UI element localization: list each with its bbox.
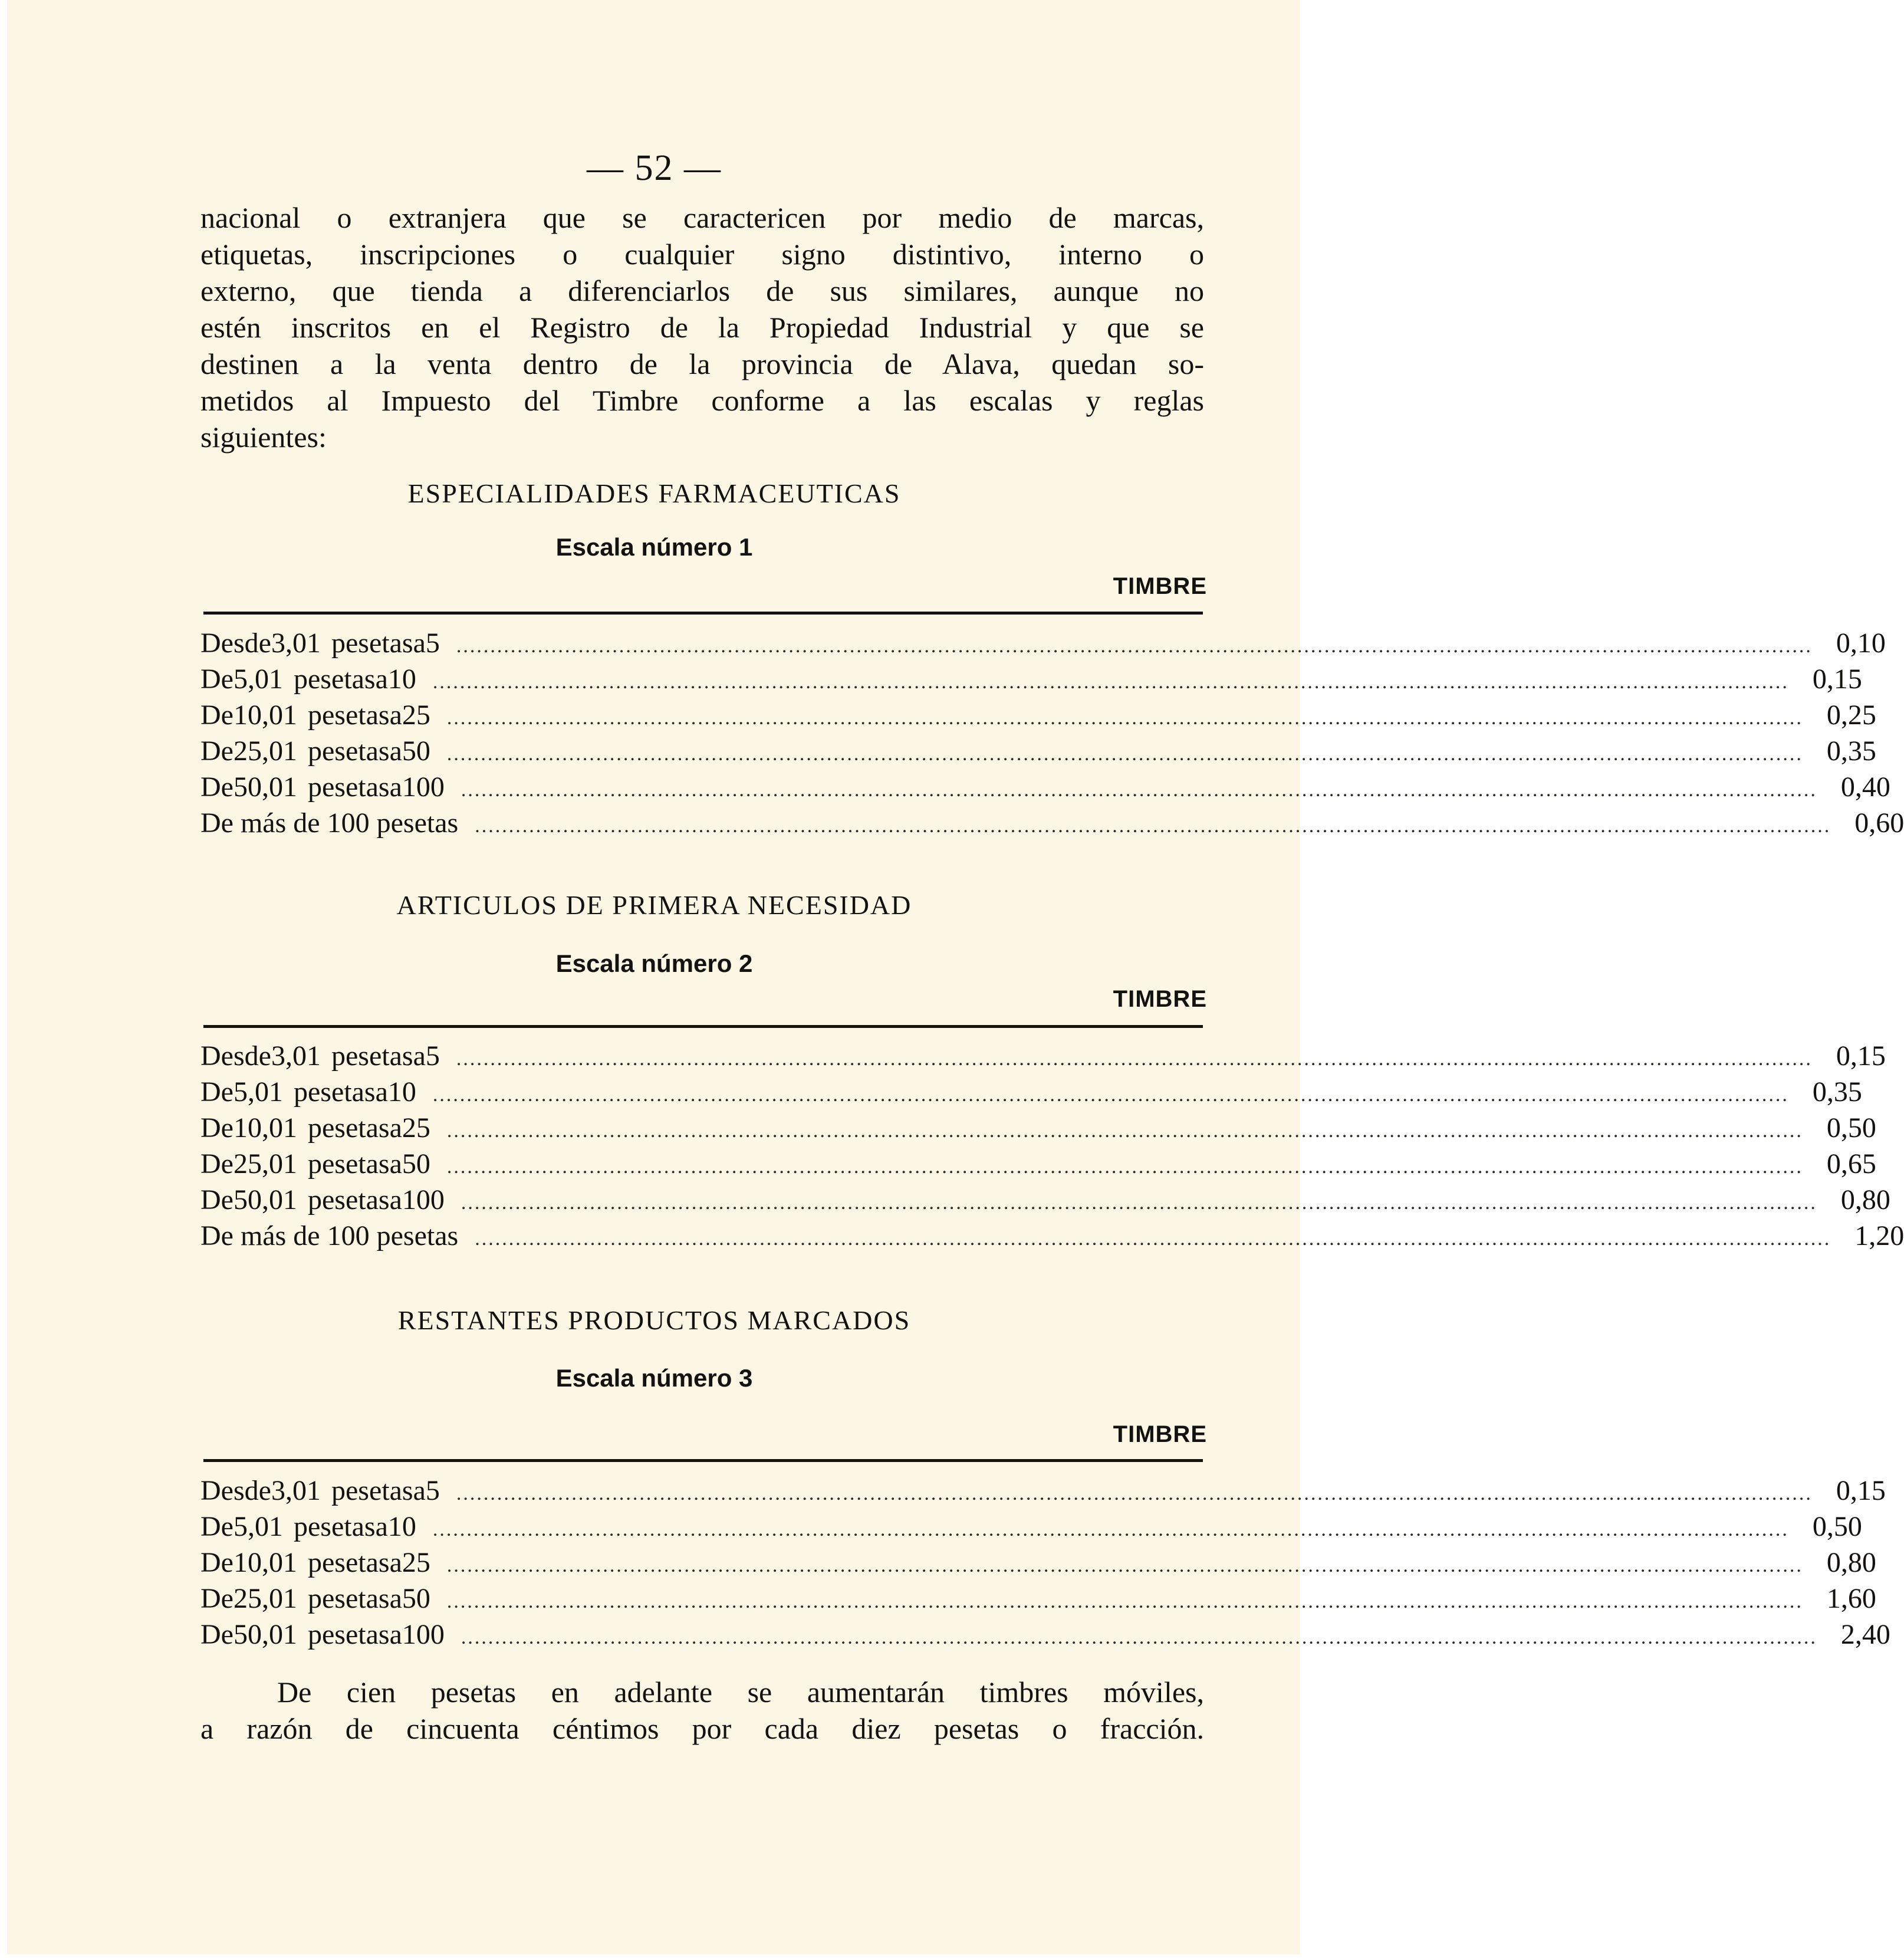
range-prefix: De xyxy=(200,1184,234,1215)
stamp-value: 0,25 xyxy=(1826,699,1876,731)
table-row xyxy=(200,771,1890,807)
table-row xyxy=(200,1040,1886,1076)
dot-leader: ........................................................................................................................................................................................................ xyxy=(446,1156,1803,1178)
range-unit: pesetas xyxy=(307,1112,390,1144)
table-row xyxy=(200,1148,1876,1184)
range-to: 50 xyxy=(402,735,430,767)
range-to: 10 xyxy=(387,1511,416,1542)
dot-leader: ........................................................................................................................................................................................................ xyxy=(446,1555,1803,1576)
table-row xyxy=(200,1112,1876,1148)
range-prefix: De xyxy=(200,1547,234,1578)
table-row xyxy=(200,807,1904,843)
range-unit: pesetas xyxy=(307,735,390,767)
dot-leader: ........................................................................................................................................................................................................ xyxy=(432,1519,1789,1540)
range-connector: a xyxy=(389,699,402,731)
range-from: 3,01 xyxy=(271,1475,321,1506)
table-row xyxy=(200,1184,1890,1220)
table-rule xyxy=(203,612,1203,615)
range-connector: a xyxy=(389,1112,402,1144)
range-from: 10,01 xyxy=(233,699,297,731)
range-connector: a xyxy=(389,1583,402,1614)
table-row xyxy=(200,663,1862,699)
range-unit: pesetas xyxy=(307,1619,390,1650)
range-prefix: De xyxy=(200,771,234,803)
range-unit: pesetas xyxy=(293,1076,376,1108)
stamp-value: 0,50 xyxy=(1812,1511,1862,1542)
closing-paragraph xyxy=(200,1674,1204,1747)
range-prefix: De xyxy=(200,1619,234,1650)
range-to: 50 xyxy=(402,1583,430,1614)
stamp-value: 0,15 xyxy=(1836,1475,1886,1506)
range-unit: pesetas xyxy=(307,1184,390,1215)
stamp-value: 0,35 xyxy=(1812,1076,1862,1108)
section-title: ARTICULOS DE PRIMERA NECESIDAD xyxy=(396,890,912,920)
range-to: 25 xyxy=(402,1547,430,1578)
range-connector: a xyxy=(413,628,426,659)
intro-paragraph xyxy=(200,199,1204,455)
range-prefix: De xyxy=(200,1583,234,1614)
stamp-value: 0,50 xyxy=(1826,1112,1876,1144)
table-row xyxy=(200,1076,1862,1112)
range-prefix: De xyxy=(200,735,234,767)
table-row xyxy=(200,1546,1876,1582)
stamp-value: 0,60 xyxy=(1854,807,1904,839)
scale-table xyxy=(200,627,1904,843)
dot-leader: ........................................................................................................................................................................................................ xyxy=(446,743,1803,765)
range-connector: a xyxy=(375,1076,388,1108)
range-prefix: Desde xyxy=(200,1040,271,1072)
range-prefix: De xyxy=(200,699,234,731)
range-prefix: De xyxy=(200,1511,234,1542)
range-prefix: Desde xyxy=(200,628,271,659)
timbre-column-header: TIMBRE xyxy=(1113,1421,1207,1447)
range-connector: a xyxy=(413,1475,426,1506)
table-row xyxy=(200,1618,1890,1654)
range-unit: pesetas xyxy=(307,1148,390,1180)
range-connector: a xyxy=(375,1511,388,1542)
dot-leader: ........................................................................................................................................................................................................ xyxy=(456,1483,1813,1504)
timbre-column-header: TIMBRE xyxy=(1113,573,1207,599)
dot-leader: ........................................................................................................................................................................................................ xyxy=(461,1192,1817,1214)
range-to: 5 xyxy=(425,628,440,659)
section-title: RESTANTES PRODUCTOS MARCADOS xyxy=(397,1305,911,1335)
range-to: 5 xyxy=(425,1040,440,1072)
range-to: 50 xyxy=(402,1148,430,1180)
range-to: 25 xyxy=(402,1112,430,1144)
range-prefix: De xyxy=(200,1112,234,1144)
dot-leader: ........................................................................................................................................................................................................ xyxy=(446,707,1803,729)
stamp-value: 2,40 xyxy=(1840,1619,1890,1650)
range-label: De más de 100 pesetas xyxy=(200,1220,459,1251)
dot-leader: ........................................................................................................................................................................................................ xyxy=(456,635,1813,657)
dot-leader: ........................................................................................................................................................................................................ xyxy=(475,1228,1831,1250)
page-number: — 52 — xyxy=(587,148,722,188)
range-from: 10,01 xyxy=(233,1547,297,1578)
dot-leader: ........................................................................................................................................................................................................ xyxy=(432,671,1789,693)
range-from: 50,01 xyxy=(233,1619,297,1650)
dot-leader: ........................................................................................................................................................................................................ xyxy=(475,815,1831,837)
table-row xyxy=(200,627,1886,663)
table-row xyxy=(200,1582,1876,1618)
scale-title: Escala número 2 xyxy=(555,950,753,977)
table-row xyxy=(200,699,1876,735)
range-from: 5,01 xyxy=(233,1076,283,1108)
range-connector: a xyxy=(389,771,402,803)
range-connector: a xyxy=(375,663,388,695)
range-from: 25,01 xyxy=(233,1148,297,1180)
scale-table xyxy=(200,1040,1904,1256)
table-row xyxy=(200,1220,1904,1256)
range-connector: a xyxy=(389,1619,402,1650)
range-to: 10 xyxy=(387,1076,416,1108)
range-unit: pesetas xyxy=(331,1475,413,1506)
range-connector: a xyxy=(389,1148,402,1180)
range-label: De más de 100 pesetas xyxy=(200,807,459,839)
range-from: 25,01 xyxy=(233,1583,297,1614)
range-unit: pesetas xyxy=(307,1547,390,1578)
range-unit: pesetas xyxy=(307,771,390,803)
dot-leader: ........................................................................................................................................................................................................ xyxy=(461,1627,1817,1648)
table-rule xyxy=(203,1459,1203,1462)
range-prefix: De xyxy=(200,1148,234,1180)
intro-line: destinen a la venta dentro de la provincia de Alava, quedan so- xyxy=(200,347,1204,380)
range-to: 100 xyxy=(402,1619,445,1650)
stamp-value: 0,35 xyxy=(1826,735,1876,767)
dot-leader: ........................................................................................................................................................................................................ xyxy=(432,1084,1789,1106)
range-to: 10 xyxy=(387,663,416,695)
range-unit: pesetas xyxy=(307,1583,390,1614)
range-to: 5 xyxy=(425,1475,440,1506)
range-unit: pesetas xyxy=(307,699,390,731)
range-connector: a xyxy=(413,1040,426,1072)
table-row xyxy=(200,1474,1886,1510)
dot-leader: ........................................................................................................................................................................................................ xyxy=(446,1591,1803,1612)
stamp-value: 0,15 xyxy=(1836,1040,1886,1072)
dot-leader: ........................................................................................................................................................................................................ xyxy=(456,1048,1813,1070)
range-from: 10,01 xyxy=(233,1112,297,1144)
range-from: 50,01 xyxy=(233,771,297,803)
range-from: 25,01 xyxy=(233,735,297,767)
stamp-value: 0,65 xyxy=(1826,1148,1876,1180)
stamp-value: 0,15 xyxy=(1812,663,1862,695)
range-to: 100 xyxy=(402,771,445,803)
range-connector: a xyxy=(389,1184,402,1215)
intro-line: externo, que tienda a diferenciarlos de sus similares, aunque no xyxy=(200,274,1204,307)
table-rule xyxy=(203,1025,1203,1028)
range-from: 5,01 xyxy=(233,1511,283,1542)
intro-line: estén inscritos en el Registro de la Propiedad Industrial y que se xyxy=(200,311,1204,344)
range-connector: a xyxy=(389,1547,402,1578)
range-unit: pesetas xyxy=(293,1511,376,1542)
dot-leader: ........................................................................................................................................................................................................ xyxy=(446,1120,1803,1142)
scale-title: Escala número 1 xyxy=(555,533,753,561)
stamp-value: 1,20 xyxy=(1854,1220,1904,1251)
dot-leader: ........................................................................................................................................................................................................ xyxy=(461,779,1817,801)
range-from: 3,01 xyxy=(271,628,321,659)
range-to: 25 xyxy=(402,699,430,731)
stamp-value: 0,80 xyxy=(1840,1184,1890,1215)
section-title: ESPECIALIDADES FARMACEUTICAS xyxy=(407,478,901,508)
timbre-column-header: TIMBRE xyxy=(1113,986,1207,1012)
stamp-value: 1,60 xyxy=(1826,1583,1876,1614)
range-unit: pesetas xyxy=(331,1040,413,1072)
range-from: 3,01 xyxy=(271,1040,321,1072)
stamp-value: 0,40 xyxy=(1840,771,1890,803)
table-row xyxy=(200,1510,1862,1546)
stamp-value: 0,10 xyxy=(1836,628,1886,659)
range-prefix: De xyxy=(200,663,234,695)
range-prefix: Desde xyxy=(200,1475,271,1506)
scale-title: Escala número 3 xyxy=(555,1364,753,1392)
closing-line: a razón de cincuenta céntimos por cada diez pesetas o fracción. xyxy=(200,1712,1204,1745)
scale-table xyxy=(200,1474,1890,1654)
range-unit: pesetas xyxy=(293,663,376,695)
intro-line: nacional o extranjera que se caractericen por medio de marcas, xyxy=(200,201,1204,234)
range-connector: a xyxy=(389,735,402,767)
table-row xyxy=(200,735,1876,771)
range-to: 100 xyxy=(402,1184,445,1215)
range-unit: pesetas xyxy=(331,628,413,659)
stamp-value: 0,80 xyxy=(1826,1547,1876,1578)
intro-line: metidos al Impuesto del Timbre conforme a las escalas y reglas xyxy=(200,384,1204,417)
range-from: 50,01 xyxy=(233,1184,297,1215)
intro-line: etiquetas, inscripciones o cualquier signo distintivo, interno o xyxy=(200,238,1204,271)
range-prefix: De xyxy=(200,1076,234,1108)
intro-line: siguientes: xyxy=(200,420,327,454)
range-from: 5,01 xyxy=(233,663,283,695)
closing-line: De cien pesetas en adelante se aumentarán timbres móviles, xyxy=(277,1676,1204,1709)
